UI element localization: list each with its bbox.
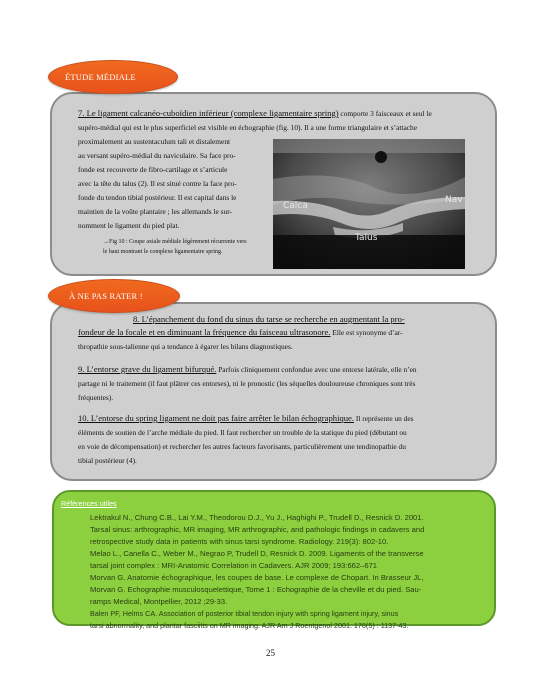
section-label-etude-mediale [48,60,178,94]
item10-line3: en voie de décompensation) et rechercher les autres facteurs favorisants, particulièrement une tendinopathie du [78,442,406,451]
item9-line1 [78,363,417,376]
reference-line-10: tarsi abnormality, and plantar fasciitis on MR imaging. AJR Am J Roentgenol 2001. 176(5) : 1137-43. [90,621,409,630]
item10-line1 [78,412,414,425]
reference-line-4: Melao L., Canella C., Weber M., Negrao P, Trudell D, Resnick D. 2009. Ligaments of the transverse [90,549,424,558]
reference-line-8: ramps Medical, Montpellier, 2012 ;29-33. [90,597,228,606]
references-heading: Références utiles [61,499,117,508]
reference-line-2: Tarsal sinus: arthrographic, MR imaging, MR arthrographic, and pathologic findings in cadavers and [90,525,425,534]
item9-rest: Parfois cliniquement confondue avec une entorse latérale, elle n’en [216,365,417,374]
item7-heading: 7. Le ligament calcanéo-cuboïdien inférieur (complexe ligamentaire spring) [78,108,339,118]
item7-line9: nomment le ligament du pied plat. [78,221,180,230]
item9-heading: 9. L’entorse grave du ligament bifurqué. [78,364,217,374]
label-calca: Calca [283,201,308,211]
item8-line3: thropathie sous-talienne qui a tendance à égarer les bilans diagnostiques. [78,342,293,351]
item7-line2: supéro-médial qui est le plus superficiel est visible en échographie (fig. 10). Il a une forme triangulaire et s’attache [78,123,418,132]
item8-heading-2: fondeur de la focale et en diminuant la fréquence du faisceau ultrasonore. [78,327,331,337]
item8-line1 [133,313,405,326]
label-talus: Talus [355,233,378,243]
oval-label-text-2: À NE PAS RATER ! [69,291,143,301]
reference-line-3: retrospective study data in patients with sinus tarsi syndrome. Radiology. 219(3): 802-10. [90,537,389,546]
oval-label-text: ÉTUDE MÉDIALE [65,72,136,82]
item8-heading: 8. L’épanchement du fond du sinus du tarse se recherche en augmentant la pro- [133,314,405,324]
ultrasound-image [273,139,465,269]
item9-line2: partage ni le traitement (il faut plâtrer ces entorses), ni le pronostic (les séquelles douloureuse chroniques sont très [78,379,416,388]
item7-heading-rest: comporte 3 faisceaux et seul le [338,109,432,118]
reference-line-5: tarsal joint complex : MRI-Anatomic Correlation in Cadavers. AJR 2009; 193:662–671 [90,561,378,570]
item7-line3: proximalement au sustentaculum tali et distalement [78,137,231,146]
item10-line4: tibial postérieur (4). [78,456,137,465]
item7-line8: maintien de la voûte plantaire ; les allemands le sur- [78,207,232,216]
item10-line2: éléments de soutien de l’arche médiale du pied. Il faut rechercher un trouble de la statique du pied (débutant ou [78,428,407,437]
item7-line5: fonde est recouverte de fibro-cartilage et s’articule [78,165,228,174]
section-label-a-ne-pas-rater [48,279,180,313]
item10-rest: Il représente un des [354,414,414,423]
item8-rest: Elle est synonyme d’ar- [330,328,403,337]
item8-line2 [78,326,403,339]
item7-line1 [78,107,432,120]
figure-caption-line2: le haut montrant le complexe ligamentaire spring. [103,249,223,255]
item7-line4: au versant supéro-médial du naviculaire. Sa face pro- [78,151,236,160]
item10-heading: 10. L’entorse du spring ligament ne doit pas faire arrêter le bilan échographique. [78,413,355,423]
reference-line-9: Balen PF, Helms CA. Association of posterior tibial tendon injury with spring ligament injury, sinus [90,609,399,618]
reference-line-7: Morvan G. Echographie musculosquelettique, Tome 1 : Echographie de la cheville et du pied. Sau- [90,585,422,594]
page-number: 25 [266,648,275,658]
label-nav: Nav [445,195,463,205]
reference-line-1: Lektrakul N., Chung C.B., Lai Y.M., Theodorou D.J., Yu J., Haghighi P., Trudell D., Resnick D. 2001. [90,513,424,522]
item7-line7: fonde du tendon tibial postérieur. Il est capital dans le [78,193,237,202]
item9-line3: fréquentes). [78,393,114,402]
figure-caption-line1: →Fig 10 : Coupe axiale médiale légèrement récurrente vers [103,239,247,245]
item7-line6: avec la tête du talus (2). Il est situé contre la face pro- [78,179,237,188]
reference-line-6: Morvan G. Anatomie échographique, les coupes de base. Le complexe de Chopart. In Brasseur JL, [90,573,424,582]
